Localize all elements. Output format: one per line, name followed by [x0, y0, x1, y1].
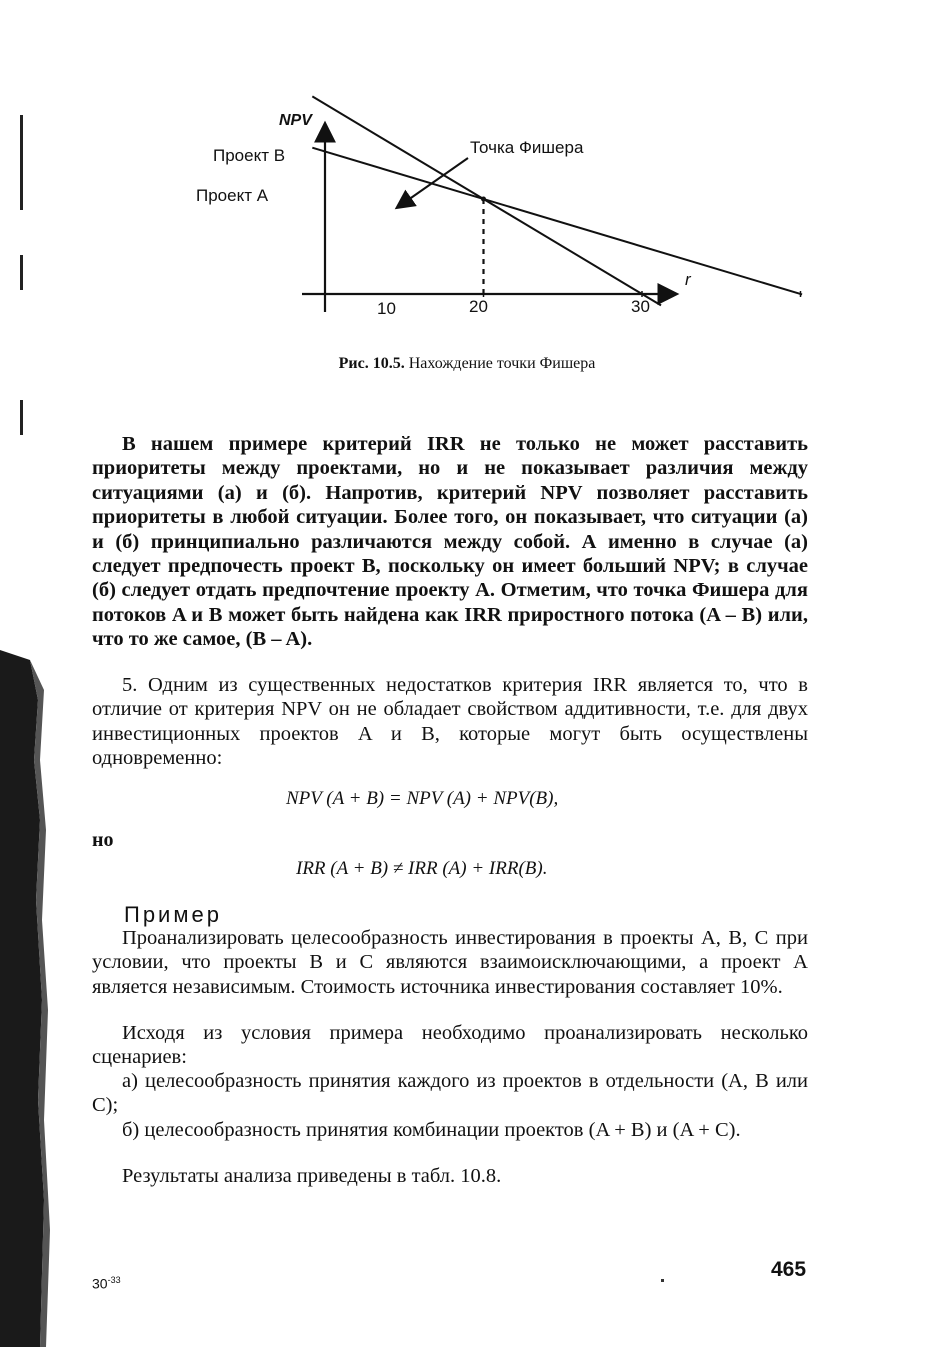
body-paragraph-3: Проанализировать целесообразность инвестирования в проекты A, B, C при условии, что проекты B и C являются взаимоисключающими, а проект A является независимым. Стоимость источника инвестирования составляет 10%.	[92, 927, 808, 998]
equation-npv-additivity: NPV (A + B) = NPV (A) + NPV(B),	[286, 788, 559, 809]
printer-signature	[92, 1275, 121, 1292]
x-tick-label: 20	[469, 297, 488, 316]
series-line-project-a	[312, 148, 802, 295]
x-tick-label: 10	[377, 299, 396, 318]
x-tick-label: 30	[631, 297, 650, 316]
project-a-label: Проект A	[196, 186, 269, 205]
body-paragraph-7-block	[92, 1164, 808, 1188]
figure-caption	[0, 355, 934, 373]
body-paragraph-2-block	[92, 673, 808, 771]
series-line-project-b	[312, 96, 661, 305]
body-paragraph-3-block	[92, 926, 808, 999]
signature-number: 30	[92, 1275, 108, 1292]
body-paragraph-1: В нашем примере критерий IRR не только не может расставить приоритеты между проектами, но и не показывает различия между ситуациями (а) и (б). Напротив, критерий NPV позволяет расставить приоритеты в любой ситуации. Более того, он показывает, что ситуации (а) и (б) принципиально различаются между собой. А именно в случае (а) следует предпочесть проект B, поскольку он имеет больший NPV; в случае (б) следует отдать предпочтение проекту A. Отметим, что точка Фишера для потоков A и B может быть найдена как IRR приростного потока (A – B) или, что то же самое, (B – A).	[92, 433, 808, 651]
conjunction-but: но	[92, 829, 114, 851]
body-paragraph-2: 5. Одним из существенных недостатков критерия IRR является то, что в отличие от критерия NPV он не обладает свойством аддитивности, т.е. для двух инвестиционных проектов A и B, которые могут быть осуществлены одновременно:	[92, 674, 808, 770]
body-paragraph-4-block	[92, 1021, 808, 1070]
y-axis-label: NPV	[279, 112, 312, 129]
equation-irr-non-additivity: IRR (A + B) ≠ IRR (A) + IRR(B).	[296, 858, 548, 879]
npv-chart	[180, 100, 740, 330]
body-paragraph-7: Результаты анализа приведены в табл. 10.8.	[122, 1165, 502, 1187]
figure-caption-text: Нахождение точки Фишера	[408, 355, 596, 372]
page-number: 465	[771, 1258, 807, 1281]
body-paragraph-1-block	[92, 432, 808, 652]
scan-edge-artifact	[0, 0, 60, 1347]
fisher-point-label: Точка Фишера	[470, 138, 584, 157]
list-item-a: а) целесообразность принятия каждого из проектов в отдельности (A, B или C);	[92, 1070, 808, 1117]
signature-superscript: -33	[107, 1275, 121, 1285]
figure-caption-number: Рис. 10.5.	[338, 355, 405, 372]
fisher-point-figure	[180, 100, 740, 330]
body-paragraph-4: Исходя из условия примера необходимо проанализировать несколько сценариев:	[92, 1022, 808, 1069]
x-axis-label: r	[685, 270, 691, 289]
project-b-label: Проект B	[213, 146, 286, 165]
body-paragraph-5-block	[92, 1069, 808, 1118]
print-dot	[661, 1279, 664, 1282]
example-heading: Пример	[124, 902, 222, 927]
list-item-b: б) целесообразность принятия комбинации проектов (A + B) и (A + C).	[122, 1119, 741, 1141]
body-paragraph-6-block	[92, 1118, 808, 1142]
fisher-point-marker	[481, 197, 486, 202]
